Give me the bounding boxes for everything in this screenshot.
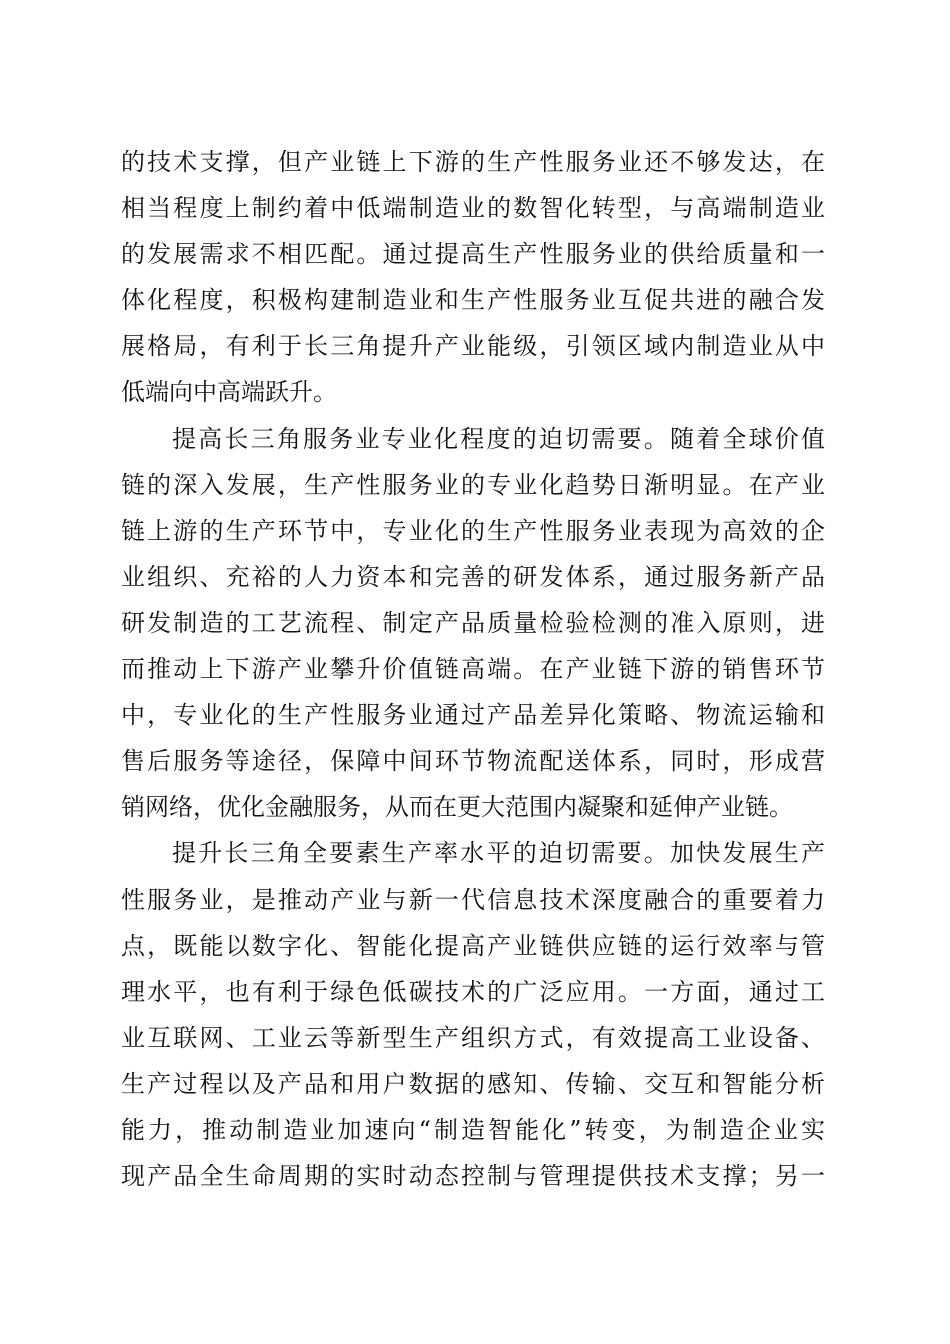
body-text bbox=[121, 139, 825, 1199]
text-line: 体化程度，积极构建制造业和生产性服务业互促共进的融合发 bbox=[121, 286, 825, 315]
text-line: 业组织、充裕的人力资本和完善的研发体系，通过服务新产品 bbox=[121, 562, 825, 591]
text-line: 相当程度上制约着中低端制造业的数智化转型，与高端制造业 bbox=[121, 194, 825, 223]
text-line: 研发制造的工艺流程、制定产品质量检验检测的准入原则，进 bbox=[121, 608, 825, 637]
text-line: 提高长三角服务业专业化程度的迫切需要。随着全球价值 bbox=[172, 424, 825, 453]
paragraph-3 bbox=[121, 830, 825, 1199]
text-line: 理水平，也有利于绿色低碳技术的广泛应用。一方面，通过工 bbox=[121, 977, 825, 1006]
text-line: 现产品全生命周期的实时动态控制与管理提供技术支撑；另一 bbox=[121, 1162, 825, 1191]
text-line: 点，既能以数字化、智能化提高产业链供应链的运行效率与管 bbox=[121, 931, 825, 960]
text-line: 提升长三角全要素生产率水平的迫切需要。加快发展生产 bbox=[172, 839, 825, 868]
text-line: 的发展需求不相匹配。通过提高生产性服务业的供给质量和一 bbox=[121, 240, 825, 269]
text-line: 的技术支撑，但产业链上下游的生产性服务业还不够发达，在 bbox=[121, 148, 825, 176]
text-line: 展格局，有利于长三角提升产业能级，引领区域内制造业从中 bbox=[121, 332, 825, 361]
text-line: 销网络，优化金融服务，从而在更大范围内凝聚和延伸产业链。 bbox=[121, 793, 793, 822]
text-line: 低端向中高端跃升。 bbox=[121, 378, 337, 407]
text-line: 中，专业化的生产性服务业通过产品差异化策略、物流运输和 bbox=[121, 701, 825, 730]
text-line: 而推动上下游产业攀升价值链高端。在产业链下游的销售环节 bbox=[121, 655, 825, 684]
text-line: 能力，推动制造业加速向“制造智能化”转变，为制造企业实 bbox=[121, 1115, 825, 1144]
text-line: 业互联网、工业云等新型生产组织方式，有效提高工业设备、 bbox=[121, 1023, 825, 1052]
text-line: 链上游的生产环节中，专业化的生产性服务业表现为高效的企 bbox=[121, 516, 825, 545]
text-line: 性服务业，是推动产业与新一代信息技术深度融合的重要着力 bbox=[121, 885, 825, 914]
text-line: 链的深入发展，生产性服务业的专业化趋势日渐明显。在产业 bbox=[121, 470, 825, 499]
paragraph-2 bbox=[121, 416, 825, 831]
text-line: 售后服务等途径，保障中间环节物流配送体系，同时，形成营 bbox=[121, 747, 825, 776]
text-line: 生产过程以及产品和用户数据的感知、传输、交互和智能分析 bbox=[121, 1069, 825, 1098]
paragraph-1 bbox=[121, 139, 825, 416]
